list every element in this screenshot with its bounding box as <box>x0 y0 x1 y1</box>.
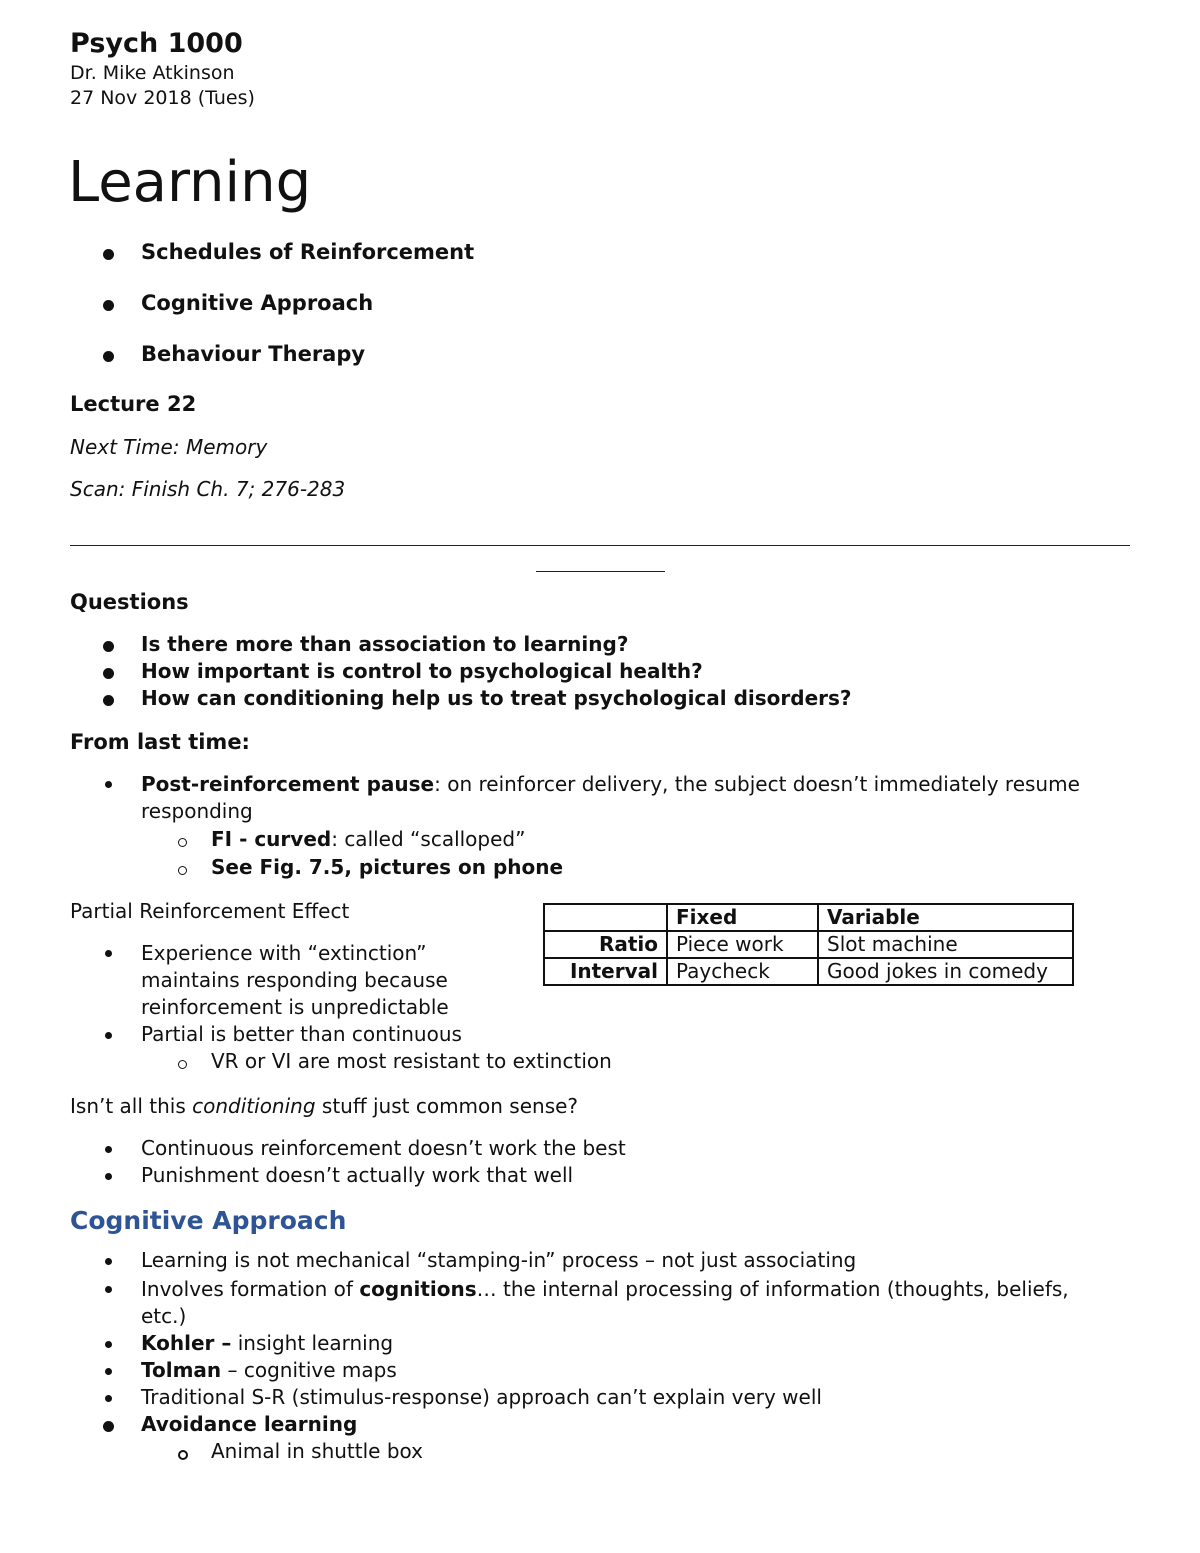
cognitive-item: Learning is not mechanical “stamping-in” process – not just associating <box>141 1248 857 1272</box>
professor-name: Dr. Mike Atkinson <box>70 62 235 84</box>
table-row <box>544 904 1073 931</box>
cognitions-term: cognitions <box>359 1277 477 1301</box>
tolman-text: – cognitive maps <box>221 1358 397 1382</box>
last-time-heading: From last time: <box>70 730 250 754</box>
tolman-term: Tolman <box>141 1358 222 1382</box>
lecture-date: 27 Nov 2018 (Tues) <box>70 87 255 109</box>
question-item: How can conditioning help us to treat psychological disorders? <box>141 686 852 710</box>
circle-bullet-icon <box>178 1450 188 1460</box>
bullet-icon <box>105 1173 112 1180</box>
table-header-variable: Variable <box>818 904 1073 931</box>
common-sense-question <box>70 1094 578 1118</box>
see-fig-item: See Fig. 7.5, pictures on phone <box>211 855 564 879</box>
question-item: How important is control to psychological health? <box>141 659 703 683</box>
scan-reading: Scan: Finish Ch. 7; 276-283 <box>70 477 346 501</box>
bullet-icon <box>105 1286 112 1293</box>
table-cell: Slot machine <box>818 931 1073 958</box>
table-row-ratio: Ratio <box>544 931 667 958</box>
pause-item <box>141 771 1091 825</box>
table-cell-blank <box>544 904 667 931</box>
bullet-icon <box>105 950 112 957</box>
fi-text: : called “scalloped” <box>331 827 526 851</box>
fi-term: FI - curved <box>211 827 332 851</box>
pause-term: Post-reinforcement pause <box>141 772 435 796</box>
table-row <box>544 958 1073 985</box>
cognitive-heading: Cognitive Approach <box>70 1206 347 1235</box>
table-header-fixed: Fixed <box>667 904 818 931</box>
bullet-icon <box>105 1032 112 1039</box>
common-sense-post: stuff just common sense? <box>315 1094 579 1118</box>
topic-item: Schedules of Reinforcement <box>141 240 475 264</box>
course-title: Psych 1000 <box>70 28 243 59</box>
bullet-icon <box>103 1421 114 1432</box>
pre-heading: Partial Reinforcement Effect <box>70 899 350 923</box>
bullet-icon <box>103 300 114 311</box>
kohler-item <box>141 1331 393 1355</box>
bullet-icon <box>105 1341 112 1348</box>
bullet-icon <box>105 1395 112 1402</box>
divider-line <box>70 545 1130 546</box>
bullet-icon <box>103 641 114 652</box>
pause-text: : on reinforcer delivery, the subject doesn’t immediately resume responding <box>141 772 1080 823</box>
bullet-icon <box>103 668 114 679</box>
kohler-text: insight learning <box>231 1331 394 1355</box>
bullet-icon <box>105 1146 112 1153</box>
avoidance-sub-item: Animal in shuttle box <box>211 1439 423 1463</box>
bullet-icon <box>103 249 114 260</box>
pre-sub-item: VR or VI are most resistant to extinction <box>211 1049 612 1073</box>
table-cell: Piece work <box>667 931 818 958</box>
bullet-icon <box>103 351 114 362</box>
cognitions-pre: Involves formation of <box>141 1277 360 1301</box>
divider-short <box>536 571 665 572</box>
common-sense-item: Punishment doesn’t actually work that well <box>141 1163 574 1187</box>
circle-bullet-icon <box>178 866 187 875</box>
tolman-item <box>141 1358 397 1382</box>
reinforcement-schedule-table <box>543 903 1074 986</box>
question-item: Is there more than association to learning? <box>141 632 629 656</box>
bullet-icon <box>105 1368 112 1375</box>
cognitive-item <box>141 1276 1101 1330</box>
table-row-interval: Interval <box>544 958 667 985</box>
table-cell: Good jokes in comedy <box>818 958 1073 985</box>
page-title: Learning <box>68 150 312 215</box>
table-cell: Paycheck <box>667 958 818 985</box>
topic-item: Cognitive Approach <box>141 291 374 315</box>
cognitions-post: … the internal processing of information (thoughts, beliefs, etc.) <box>141 1277 1069 1328</box>
bullet-icon <box>103 695 114 706</box>
kohler-term: Kohler – <box>141 1331 232 1355</box>
circle-bullet-icon <box>178 838 187 847</box>
common-sense-pre: Isn’t all this <box>70 1094 193 1118</box>
next-time: Next Time: Memory <box>70 435 268 459</box>
common-sense-item: Continuous reinforcement doesn’t work the best <box>141 1136 626 1160</box>
pre-item: Experience with “extinction” maintains responding because reinforcement is unpredictable <box>141 941 449 1019</box>
circle-bullet-icon <box>178 1060 187 1069</box>
cognitive-item: Traditional S-R (stimulus-response) approach can’t explain very well <box>141 1385 822 1409</box>
fi-item <box>211 827 525 851</box>
lecture-number: Lecture 22 <box>70 392 197 416</box>
topic-item: Behaviour Therapy <box>141 342 366 366</box>
bullet-icon <box>105 781 112 788</box>
avoidance-item: Avoidance learning <box>141 1412 358 1436</box>
common-sense-em: conditioning <box>192 1094 316 1118</box>
pre-item: Partial is better than continuous <box>141 1022 462 1046</box>
bullet-icon <box>105 1258 112 1265</box>
questions-heading: Questions <box>70 590 189 614</box>
table-row <box>544 931 1073 958</box>
